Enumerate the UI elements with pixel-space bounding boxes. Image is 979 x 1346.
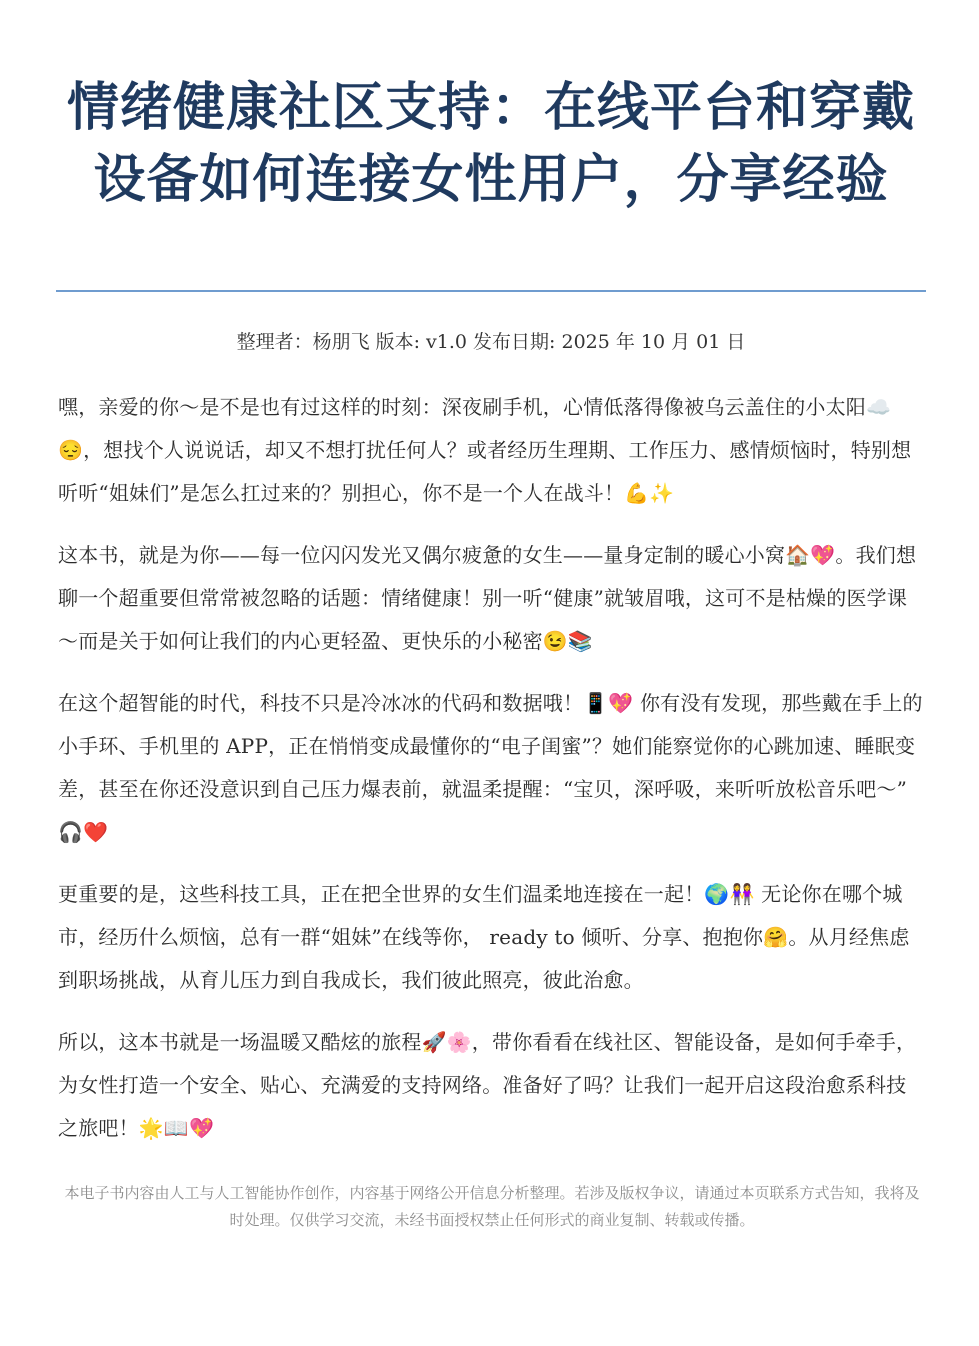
intro-paragraph-4: 更重要的是，这些科技工具，正在把全世界的女生们温柔地连接在一起！🌍👭 无论你在哪个城市，经历什么烦恼，总有一群“姐妹”在线等你， ready to 倾听、分享、抱抱你🤗。从月经焦虑到职场挑战，从育儿压力到自我成长，我们彼此照亮，彼此治愈。 [58, 882, 910, 992]
intro-paragraph-5: 所以，这本书就是一场温暖又酷炫的旅程🚀🌸，带你看看在线社区、智能设备，是如何手牵手，为女性打造一个安全、贴心、充满爱的支持网络。准备好了吗？让我们一起开启这段治愈系科技之旅吧！🌟📖💖 [58, 1030, 917, 1140]
intro-paragraph-2: 这本书，就是为你——每一位闪闪发光又偶尔疲惫的女生——量身定制的暖心小窝🏠💖。我们想聊一个超重要但常常被忽略的话题：情绪健康！别一听“健康”就皱眉哦，这可不是枯燥的医学课～而是关于如何让我们的内心更轻盈、更快乐的小秘密😉📚 [58, 543, 917, 653]
title-divider [56, 290, 926, 292]
document-title: 情绪健康社区支持：在线平台和穿戴设备如何连接女性用户，分享经验 [66, 78, 915, 210]
document-body [58, 386, 926, 1169]
document-meta: 整理者：杨朋飞 版本: v1.0 发布日期: 2025 年 10 月 01 日 [236, 331, 746, 353]
copyright-notice: 本电子书内容由人工与人工智能协作创作，内容基于网络公开信息分析整理。若涉及版权争议，请通过本页联系方式告知，我将及时处理。仅供学习交流，未经书面授权禁止任何形式的商业复制、转载或传播。 [64, 1184, 920, 1229]
intro-paragraph-1: 嘿，亲爱的你～是不是也有过这样的时刻：深夜刷手机，心情低落得像被乌云盖住的小太阳☁️😔，想找个人说说话，却又不想打扰任何人？或者经历生理期、工作压力、感情烦恼时，特别想听听“姐妹们”是怎么扛过来的？别担心，你不是一个人在战斗！💪✨ [58, 395, 912, 505]
intro-paragraph-3: 在这个超智能的时代，科技不只是冷冰冰的代码和数据哦！📱💖 你有没有发现，那些戴在手上的小手环、手机里的 APP，正在悄悄变成最懂你的“电子闺蜜”？她们能察觉你的心跳加速、睡眠变差，甚至在你还没意识到自己压力爆表前，就温柔提醒：“宝贝，深呼吸，来听听放松音乐吧～” 🎧❤️ [58, 691, 923, 844]
